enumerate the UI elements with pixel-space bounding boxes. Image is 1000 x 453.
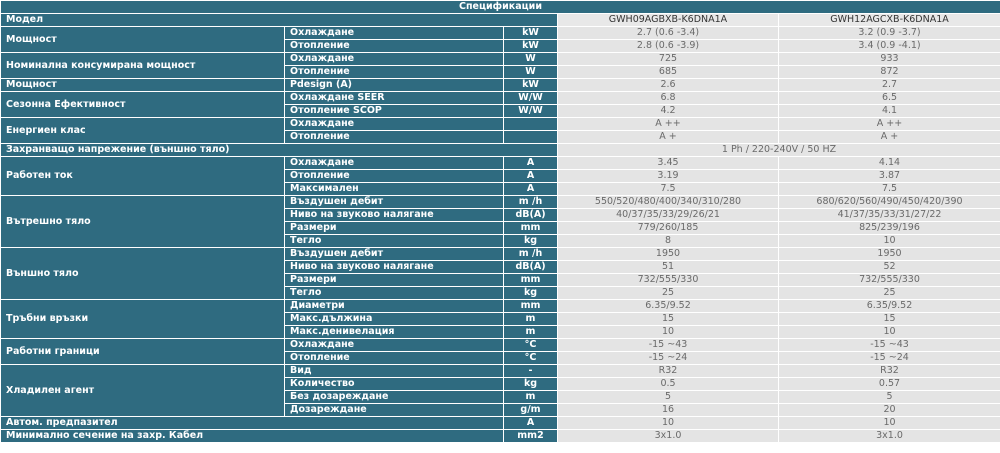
table-row bbox=[1, 27, 1000, 40]
value-cell-model-2: 10 bbox=[779, 326, 1000, 339]
table-row bbox=[1, 53, 1000, 66]
value-cell-model-2: 10 bbox=[779, 235, 1000, 248]
value-cell-model-2: 5 bbox=[779, 391, 1000, 404]
row-label: Макс.дължина bbox=[285, 313, 504, 326]
model-2-name: GWH12AGCXB-K6DNA1A bbox=[779, 14, 1000, 27]
row-label: Тегло bbox=[285, 235, 504, 248]
value-cell-model-1: -15 ~24 bbox=[558, 352, 779, 365]
table-row bbox=[1, 300, 1000, 313]
row-label: Охлаждане bbox=[285, 27, 504, 40]
row-label: Макс.денивелация bbox=[285, 326, 504, 339]
row-label: Охлаждане bbox=[285, 339, 504, 352]
row-label: Отопление bbox=[285, 40, 504, 53]
row-label: Ниво на звуково налягане bbox=[285, 209, 504, 222]
value-cell-model-1: A ++ bbox=[558, 118, 779, 131]
value-cell-model-2: 3.87 bbox=[779, 170, 1000, 183]
row-label: Ниво на звуково налягане bbox=[285, 261, 504, 274]
value-cell-model-2: 1950 bbox=[779, 248, 1000, 261]
value-cell-model-1: 779/260/185 bbox=[558, 222, 779, 235]
table-row bbox=[1, 365, 1000, 378]
row-label: Количество bbox=[285, 378, 504, 391]
value-cell-model-1: 685 bbox=[558, 66, 779, 79]
unit-cell: dB(A) bbox=[504, 209, 558, 222]
row-label: Отопление bbox=[285, 170, 504, 183]
value-cell-model-2: 825/239/196 bbox=[779, 222, 1000, 235]
value-cell-model-1: 15 bbox=[558, 313, 779, 326]
value-cell-model-1: 2.8 (0.6 -3.9) bbox=[558, 40, 779, 53]
value-cell-model-1: 25 bbox=[558, 287, 779, 300]
value-cell-model-2: 41/37/35/33/31/27/22 bbox=[779, 209, 1000, 222]
group-label: Мощност bbox=[1, 79, 285, 92]
value-cell-model-1: 3.19 bbox=[558, 170, 779, 183]
value-cell-model-2: 6.5 bbox=[779, 92, 1000, 105]
unit-cell: kW bbox=[504, 27, 558, 40]
value-cell-model-2: -15 ~24 bbox=[779, 352, 1000, 365]
value-cell: 1 Ph / 220-240V / 50 HZ bbox=[558, 144, 1000, 157]
value-cell-model-1: 2.7 (0.6 -3.4) bbox=[558, 27, 779, 40]
table-row bbox=[1, 196, 1000, 209]
row-label: Размери bbox=[285, 222, 504, 235]
table-title: Спецификации bbox=[1, 1, 1000, 14]
value-cell-model-2: 25 bbox=[779, 287, 1000, 300]
unit-cell: A bbox=[504, 183, 558, 196]
table-row bbox=[1, 144, 1000, 157]
group-label: Автом. предпазител bbox=[1, 417, 504, 430]
value-cell-model-1: 2.6 bbox=[558, 79, 779, 92]
value-cell-model-2: 3.2 (0.9 -3.7) bbox=[779, 27, 1000, 40]
value-cell-model-2: 680/620/560/490/450/420/390 bbox=[779, 196, 1000, 209]
group-label: Номинална консумирана мощност bbox=[1, 53, 285, 79]
unit-cell: W/W bbox=[504, 92, 558, 105]
table-row bbox=[1, 430, 1000, 443]
group-label: Мощност bbox=[1, 27, 285, 53]
unit-cell: m /h bbox=[504, 248, 558, 261]
value-cell-model-1: 10 bbox=[558, 417, 779, 430]
unit-cell: - bbox=[504, 365, 558, 378]
table-row bbox=[1, 157, 1000, 170]
unit-cell: °C bbox=[504, 352, 558, 365]
row-label: Дозареждане bbox=[285, 404, 504, 417]
value-cell-model-2: 0.57 bbox=[779, 378, 1000, 391]
group-label: Минимално сечение на захр. Кабел bbox=[1, 430, 504, 443]
row-label: Отопление bbox=[285, 131, 504, 144]
row-label: Охлаждане SEER bbox=[285, 92, 504, 105]
unit-cell: m bbox=[504, 326, 558, 339]
row-label: Вид bbox=[285, 365, 504, 378]
title-row bbox=[1, 1, 1000, 14]
unit-cell: mm bbox=[504, 300, 558, 313]
value-cell-model-1: 40/37/35/33/29/26/21 bbox=[558, 209, 779, 222]
row-label: Въздушен дебит bbox=[285, 196, 504, 209]
value-cell-model-2: 4.14 bbox=[779, 157, 1000, 170]
row-label: Охлаждане bbox=[285, 53, 504, 66]
value-cell-model-1: 732/555/330 bbox=[558, 274, 779, 287]
table-row bbox=[1, 92, 1000, 105]
value-cell-model-2: 3.4 (0.9 -4.1) bbox=[779, 40, 1000, 53]
value-cell-model-1: R32 bbox=[558, 365, 779, 378]
value-cell-model-1: 550/520/480/400/340/310/280 bbox=[558, 196, 779, 209]
value-cell-model-2: 4.1 bbox=[779, 105, 1000, 118]
value-cell-model-1: 1950 bbox=[558, 248, 779, 261]
unit-cell: m bbox=[504, 391, 558, 404]
unit-cell bbox=[504, 131, 558, 144]
unit-cell: m bbox=[504, 313, 558, 326]
row-label: Pdesign (A) bbox=[285, 79, 504, 92]
value-cell-model-1: 8 bbox=[558, 235, 779, 248]
unit-cell: dB(A) bbox=[504, 261, 558, 274]
value-cell-model-1: 725 bbox=[558, 53, 779, 66]
value-cell-model-1: 0.5 bbox=[558, 378, 779, 391]
unit-cell: kg bbox=[504, 378, 558, 391]
row-label: Охлаждане bbox=[285, 118, 504, 131]
row-label: Максимален bbox=[285, 183, 504, 196]
value-cell-model-1: -15 ~43 bbox=[558, 339, 779, 352]
unit-cell: A bbox=[504, 170, 558, 183]
unit-cell: A bbox=[504, 157, 558, 170]
value-cell-model-1: 5 bbox=[558, 391, 779, 404]
group-label: Захранващо напрежение (външно тяло) bbox=[1, 144, 558, 157]
value-cell-model-1: 6.8 bbox=[558, 92, 779, 105]
value-cell-model-2: 6.35/9.52 bbox=[779, 300, 1000, 313]
value-cell-model-1: A + bbox=[558, 131, 779, 144]
unit-cell: W/W bbox=[504, 105, 558, 118]
group-label: Вътрешно тяло bbox=[1, 196, 285, 248]
table-row bbox=[1, 248, 1000, 261]
row-label: Размери bbox=[285, 274, 504, 287]
row-label: Тегло bbox=[285, 287, 504, 300]
value-cell-model-2: 872 bbox=[779, 66, 1000, 79]
row-label: Въздушен дебит bbox=[285, 248, 504, 261]
value-cell-model-1: 3.45 bbox=[558, 157, 779, 170]
unit-cell: A bbox=[504, 417, 558, 430]
group-label: Хладилен агент bbox=[1, 365, 285, 417]
value-cell-model-2: 933 bbox=[779, 53, 1000, 66]
value-cell-model-2: 52 bbox=[779, 261, 1000, 274]
value-cell-model-1: 4.2 bbox=[558, 105, 779, 118]
value-cell-model-2: 732/555/330 bbox=[779, 274, 1000, 287]
value-cell-model-1: 10 bbox=[558, 326, 779, 339]
table-row bbox=[1, 417, 1000, 430]
value-cell-model-2: A + bbox=[779, 131, 1000, 144]
value-cell-model-1: 6.35/9.52 bbox=[558, 300, 779, 313]
unit-cell: W bbox=[504, 53, 558, 66]
value-cell-model-1: 7.5 bbox=[558, 183, 779, 196]
unit-cell: kW bbox=[504, 40, 558, 53]
unit-cell: kg bbox=[504, 287, 558, 300]
value-cell-model-2: -15 ~43 bbox=[779, 339, 1000, 352]
unit-cell: W bbox=[504, 66, 558, 79]
model-1-name: GWH09AGBXB-K6DNA1A bbox=[558, 14, 779, 27]
value-cell-model-2: 15 bbox=[779, 313, 1000, 326]
group-label: Работни граници bbox=[1, 339, 285, 365]
unit-cell: °C bbox=[504, 339, 558, 352]
value-cell-model-1: 3x1.0 bbox=[558, 430, 779, 443]
unit-cell bbox=[504, 118, 558, 131]
unit-cell: g/m bbox=[504, 404, 558, 417]
unit-cell: m /h bbox=[504, 196, 558, 209]
row-label: Диаметри bbox=[285, 300, 504, 313]
group-label: Външно тяло bbox=[1, 248, 285, 300]
table-row bbox=[1, 79, 1000, 92]
row-label: Отопление bbox=[285, 66, 504, 79]
group-label: Тръбни връзки bbox=[1, 300, 285, 339]
value-cell-model-2: R32 bbox=[779, 365, 1000, 378]
value-cell-model-2: 3x1.0 bbox=[779, 430, 1000, 443]
row-label: Охлаждане bbox=[285, 157, 504, 170]
value-cell-model-1: 16 bbox=[558, 404, 779, 417]
unit-cell: mm bbox=[504, 274, 558, 287]
unit-cell: kW bbox=[504, 79, 558, 92]
table-row bbox=[1, 118, 1000, 131]
value-cell-model-1: 51 bbox=[558, 261, 779, 274]
model-label: Модел bbox=[1, 14, 558, 27]
group-label: Сезонна Ефективност bbox=[1, 92, 285, 118]
value-cell-model-2: 7.5 bbox=[779, 183, 1000, 196]
value-cell-model-2: 10 bbox=[779, 417, 1000, 430]
unit-cell: kg bbox=[504, 235, 558, 248]
row-label: Отопление SCOP bbox=[285, 105, 504, 118]
group-label: Енергиен клас bbox=[1, 118, 285, 144]
value-cell-model-2: 20 bbox=[779, 404, 1000, 417]
row-label: Без дозареждане bbox=[285, 391, 504, 404]
unit-cell: mm bbox=[504, 222, 558, 235]
row-label: Отопление bbox=[285, 352, 504, 365]
value-cell-model-2: A ++ bbox=[779, 118, 1000, 131]
unit-cell: mm2 bbox=[504, 430, 558, 443]
model-row bbox=[1, 14, 1000, 27]
value-cell-model-2: 2.7 bbox=[779, 79, 1000, 92]
table-row bbox=[1, 339, 1000, 352]
group-label: Работен ток bbox=[1, 157, 285, 196]
